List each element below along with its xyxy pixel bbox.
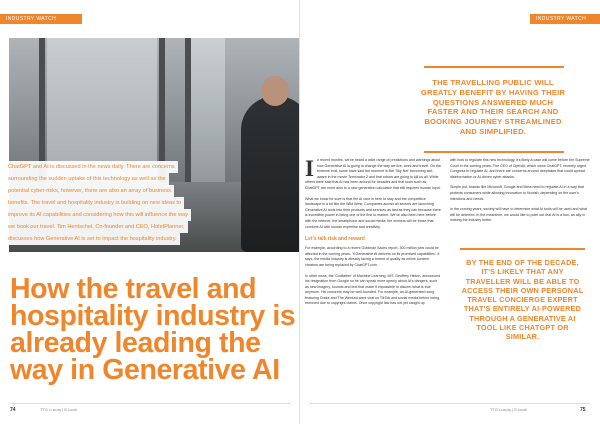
blurb-line: we book our travel. Tim Hentschel, Co-founder and CEO, HotelPlanner, — [5, 221, 188, 233]
body-column-1 — [305, 158, 441, 312]
page-number-left: 74 — [10, 407, 16, 413]
blurb-line: discusses how Generative AI is set to impact the hospitality industry. — [5, 233, 180, 245]
pull-quote-top: THE TRAVELLING PUBLIC WILL GREATLY BENEFIT BY HAVING THEIR QUESTIONS ANSWERED MUCH FASTER AND THEIR SEARCH AND BOOKING JOURNEY STREAMLINED AND SIMPLIFIED. — [420, 78, 566, 136]
footer-text-right: TTG Luxury | E-book — [490, 407, 528, 412]
body-paragraph: In other news, the 'Godfather' of Machine Learning, MIT, Geoffrey Hinton, announced his resignation from Google so he can speak more openly about AI's dangers, such as new imagery, sounds and text that make it impossible to discern what is true anymore. His concerns may be well-founded. For example, an AI-generated song featuring Drake and The Weeknd went viral on TikTok and social media before being removed due to copyright claims. Once copyright law has not yet caught up — [305, 273, 441, 306]
page-number-right: 75 — [580, 407, 586, 413]
pull-quote-bottom: BY THE END OF THE DECADE, IT'S LIKELY THAT ANY TRAVELLER WILL BE ABLE TO ACCESS THEIR OWN PERSONAL TRAVEL CONCIERGE EXPERT THAT'S ENTIRELY AI-POWERED THROUGH A GENERATIVE AI TOOL LIKE CHATGPT OR SIMILAR. — [461, 258, 584, 342]
article-headline: How the travel and hospitality industry is already leading the way in Generative AI — [10, 273, 296, 386]
footer-rule — [10, 403, 290, 404]
blurb-line: ChatGPT and AI is discussed in the news daily. There are concerns — [5, 161, 178, 173]
photo-man-head — [261, 76, 289, 106]
drop-cap: I — [305, 156, 314, 181]
body-paragraph: Simple put, brands like Microsoft, Google and Meta need to regulate AI in a way that protects consumers while allowing innovation to flourish, depending on the user's intentions and needs. — [450, 185, 584, 201]
section-subhead: Let's talk risk and reward — [305, 236, 365, 243]
intro-blurb — [5, 161, 290, 245]
pull-quote-rule — [424, 151, 564, 153]
paragraph-text: n recent months, we've heard a wide range of predictions and warnings about how Generative AI is going to change the way we live, work and travel. On the extreme end, some have said the moment is like 'Sky Net' becoming self-aware in the movie Terminator 2 and that robots are going to kill us all. While others have said that AI has been around for decades and that tools such as ChatGPT are more akin to a new generation calculator that still requires human input. — [305, 158, 442, 190]
blurb-line: improve its AI capabilities and considering how this will influence the way — [5, 209, 191, 221]
body-paragraph: What we know for sure is that the AI race is here to stay and the competitive landscape is a bit like the Wild West. Companies across all sectors are launching Generative AI tools into their products and services as fast as they can because there is incredible power in being one of the first to market. We've also been here before with the internet, the smartphone and social media; the winners will be those that combine AI with human expertise and creativity. — [305, 196, 441, 229]
blurb-line: potential cyber-risks, however, there are also an array of business — [5, 185, 174, 197]
blurb-line: benefits. The travel and hospitality industry is building on new ideas to — [5, 197, 184, 209]
body-paragraph: In the coming years, society will have to determine what AI tools will be used and what will be deterred. In the meantime, we would like to point out that AI is a tool, an ally in making the industry better. — [450, 207, 588, 223]
blurb-line: surrounding the sudden uptake of this technology as well as the — [5, 173, 169, 185]
body-paragraph — [305, 158, 441, 192]
footer-text-left: TTG Luxury | E-book — [40, 407, 78, 412]
footer-rule — [310, 403, 590, 404]
body-paragraph: with how to regulate this new technology, it's likely a case will come before the Supreme Court in the coming years. The CEO of OpenAI, which owns ChatGPT, recently urged Congress to regulate AI, and there are concerns around deepfakes that could spread disinformation or AI-driven cyber attacks. — [450, 158, 590, 179]
body-paragraph: For example, according to a recent Goldman Sachs report, 300 million jobs could be affected in the coming years. 'If Generative AI delivers on its promised capabilities', it says, the media industry is already facing a torrent of quality as online content creators are being replaced by ChatGPT.com. — [305, 246, 440, 267]
pull-quote-rule — [424, 66, 564, 68]
section-tag-right: INDUSTRY WATCH — [530, 14, 600, 24]
section-tag-left: INDUSTRY WATCH — [0, 14, 82, 24]
pull-quote-rule — [460, 248, 585, 250]
body-column-2 — [450, 158, 590, 229]
right-page — [300, 0, 600, 424]
